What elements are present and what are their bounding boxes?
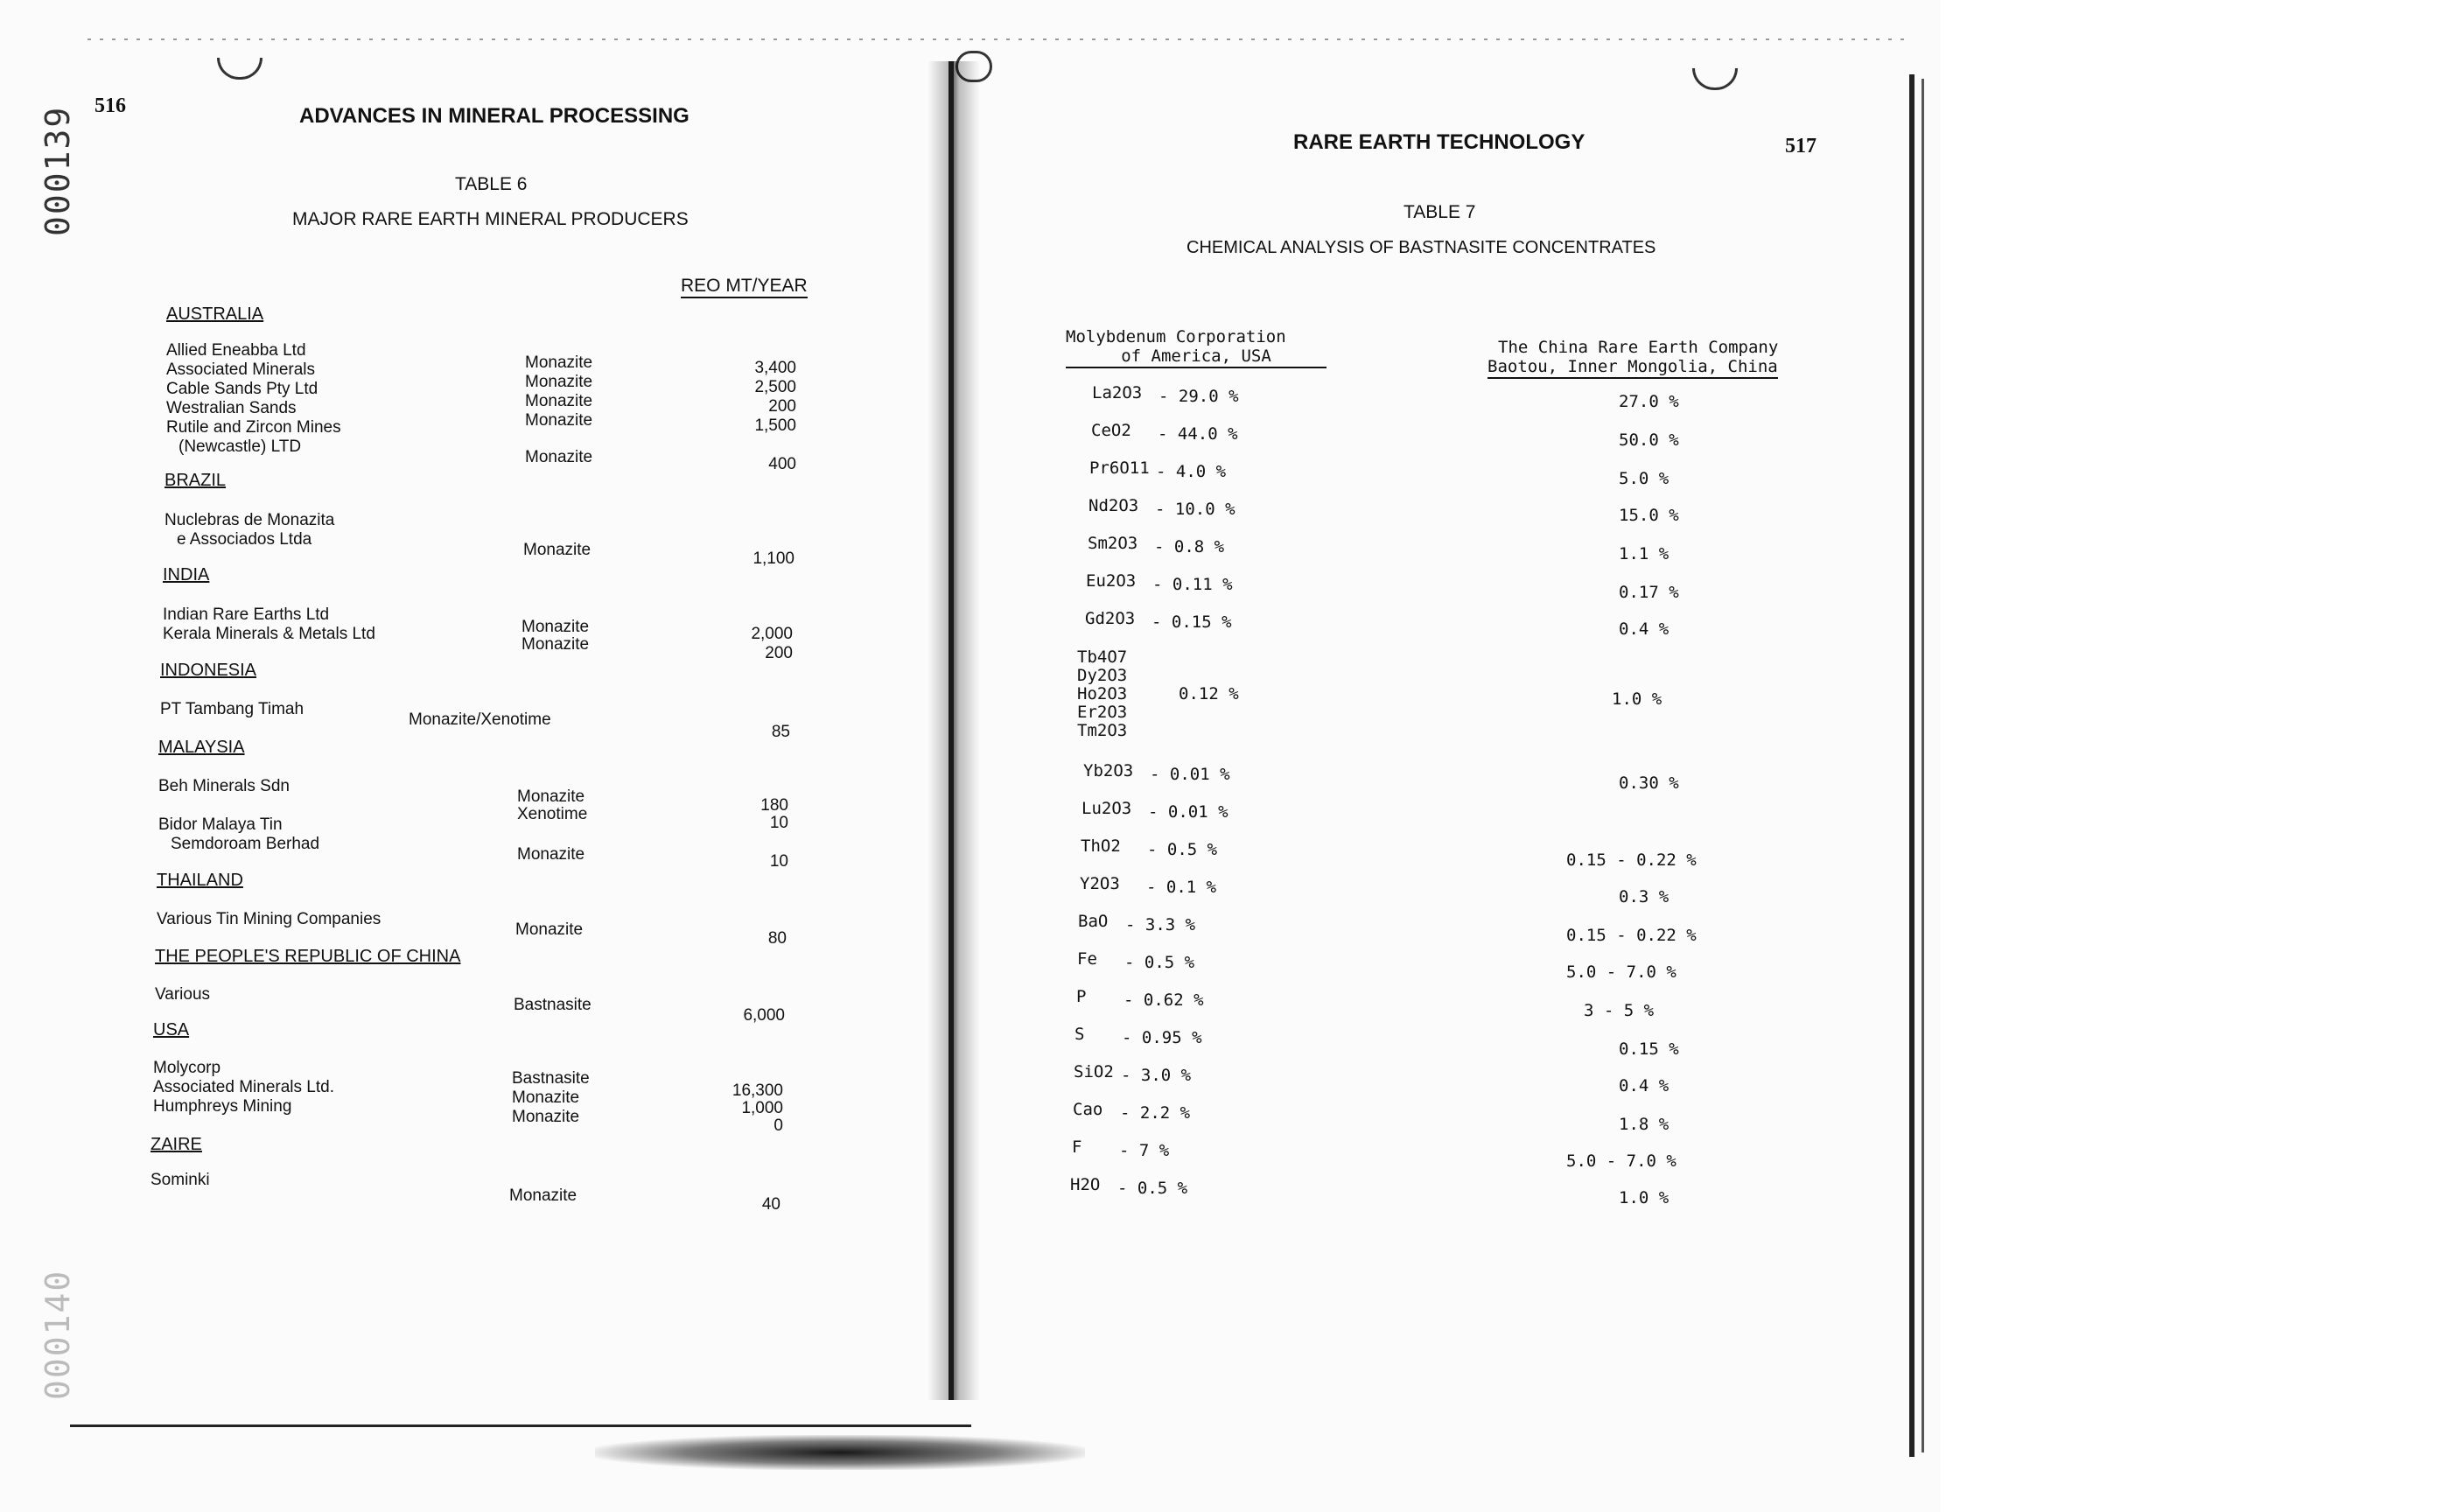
running-head-left: ADVANCES IN MINERAL PROCESSING — [299, 104, 690, 128]
country-heading: THAILAND — [157, 871, 243, 890]
producer-name: Indian Rare Earths Ltd — [163, 606, 330, 624]
china-value: 1.0 % — [1612, 690, 1662, 709]
china-value: 0.3 % — [1619, 887, 1670, 906]
page-number-left: 516 — [94, 94, 126, 117]
country-heading: AUSTRALIA — [166, 304, 264, 324]
compound-name: Fe — [1077, 949, 1097, 969]
page-number-right: 517 — [1785, 135, 1816, 158]
usa-value: - 4.0 % — [1156, 462, 1227, 481]
compound-name: Sm2O3 — [1088, 534, 1138, 553]
usa-value: 0.12 % — [1179, 684, 1239, 704]
producer-name: Sominki — [150, 1171, 210, 1189]
compound-name: ThO2 — [1081, 836, 1121, 856]
producer-name: (Newcastle) LTD — [178, 438, 302, 456]
mineral-type: Monazite — [525, 373, 593, 391]
mineral-type: Monazite — [515, 920, 584, 939]
mineral-type: Monazite — [517, 788, 585, 806]
china-value: 1.1 % — [1619, 544, 1670, 564]
reo-value: 1,000 — [741, 1099, 783, 1117]
usa-value: - 7 % — [1119, 1141, 1170, 1160]
mineral-type: Monazite — [522, 618, 590, 636]
usa-value: - 0.11 % — [1152, 575, 1233, 594]
reo-value: 10 — [769, 852, 788, 871]
country-heading: INDIA — [163, 565, 210, 584]
col2-header-line2: Baotou, Inner Mongolia, China — [1488, 357, 1778, 379]
col1-header-line1: Molybdenum Corporation — [1066, 327, 1286, 346]
producer-name: Westralian Sands — [166, 399, 297, 417]
table-6-label: TABLE 6 — [455, 174, 528, 194]
producer-name: Humphreys Mining — [153, 1097, 292, 1116]
top-edge-dots — [88, 38, 1908, 40]
china-value: 27.0 % — [1619, 392, 1679, 411]
country-heading: USA — [153, 1020, 190, 1040]
china-value: 5.0 - 7.0 % — [1566, 962, 1676, 982]
producer-name: Various — [155, 985, 211, 1004]
china-value: 3 - 5 % — [1584, 1001, 1655, 1020]
margin-stamp-bottom: 000140 — [38, 1269, 77, 1400]
mineral-type: Monazite — [525, 411, 593, 430]
usa-value: - 2.2 % — [1120, 1103, 1191, 1123]
producer-name: Kerala Minerals & Metals Ltd — [163, 625, 375, 643]
compound-name: Tb4O7 — [1077, 648, 1128, 667]
mineral-type: Monazite — [525, 354, 593, 372]
col1-header-line2: of America, USA — [1066, 346, 1326, 368]
compound-name: Ho2O3 — [1077, 684, 1128, 704]
producer-name: Associated Minerals Ltd. — [153, 1078, 334, 1096]
mineral-type: Monazite — [522, 635, 590, 654]
usa-value: - 44.0 % — [1158, 424, 1238, 444]
usa-value: - 29.0 % — [1158, 387, 1239, 406]
reo-column-header: REO MT/YEAR — [681, 276, 808, 298]
right-page-edge — [1909, 74, 1914, 1457]
usa-value: - 3.3 % — [1125, 915, 1196, 934]
china-value: 15.0 % — [1619, 506, 1679, 525]
reo-value: 16,300 — [732, 1082, 783, 1100]
compound-name: SiO2 — [1074, 1062, 1114, 1082]
mineral-type: Monazite — [512, 1108, 580, 1126]
country-heading: MALAYSIA — [158, 738, 245, 757]
usa-value: - 0.5 % — [1117, 1179, 1188, 1198]
china-value: 5.0 % — [1619, 469, 1670, 488]
usa-value: - 0.01 % — [1150, 765, 1230, 784]
china-value: 5.0 - 7.0 % — [1566, 1152, 1676, 1171]
compound-name: F — [1072, 1138, 1082, 1157]
producer-name: Beh Minerals Sdn — [158, 777, 290, 795]
china-value: 0.4 % — [1619, 1076, 1670, 1096]
reo-value: 400 — [768, 455, 796, 473]
reo-value: 2,000 — [751, 625, 793, 643]
usa-value: - 0.01 % — [1148, 802, 1228, 822]
china-value: 0.17 % — [1619, 583, 1679, 602]
compound-name: Tm2O3 — [1077, 721, 1128, 740]
book-gutter — [948, 61, 954, 1400]
reo-value: 0 — [774, 1116, 783, 1135]
gutter-shadow — [928, 61, 980, 1400]
table-7-title: CHEMICAL ANALYSIS OF BASTNASITE CONCENTRATES — [1186, 238, 1656, 257]
producer-name: Associated Minerals — [166, 360, 316, 379]
mineral-type: Monazite/Xenotime — [409, 710, 551, 729]
producer-name: Allied Eneabba Ltd — [166, 341, 306, 360]
col2-header-line1: The China Rare Earth Company — [1498, 338, 1779, 357]
reo-value: 10 — [769, 814, 788, 832]
usa-value: - 10.0 % — [1155, 500, 1236, 519]
producer-name: Rutile and Zircon Mines — [166, 418, 341, 437]
reo-value: 200 — [768, 397, 796, 416]
china-value: 50.0 % — [1619, 430, 1679, 450]
bottom-edge-line — [70, 1424, 971, 1427]
compound-name: Y2O3 — [1080, 874, 1120, 893]
running-head-right: RARE EARTH TECHNOLOGY — [1293, 130, 1586, 154]
mineral-type: Monazite — [523, 541, 592, 559]
producer-name: Cable Sands Pty Ltd — [166, 380, 318, 398]
country-heading: ZAIRE — [150, 1135, 202, 1154]
compound-name: La2O3 — [1092, 383, 1143, 402]
mineral-type: Monazite — [517, 845, 585, 864]
usa-value: - 0.15 % — [1152, 612, 1232, 632]
bottom-smudge — [595, 1435, 1085, 1470]
reo-value: 80 — [767, 929, 787, 948]
usa-value: - 0.95 % — [1122, 1028, 1202, 1047]
producer-name: Molycorp — [153, 1059, 221, 1077]
mineral-type: Monazite — [509, 1186, 578, 1205]
reo-value: 6,000 — [743, 1006, 785, 1025]
usa-value: - 3.0 % — [1121, 1066, 1192, 1085]
china-value: 0.15 - 0.22 % — [1566, 926, 1697, 945]
china-value: 0.15 - 0.22 % — [1566, 850, 1697, 870]
margin-stamp-top: 000139 — [38, 105, 77, 236]
compound-name: Pr6O11 — [1089, 458, 1150, 478]
usa-value: - 0.5 % — [1147, 840, 1218, 859]
compound-name: Gd2O3 — [1085, 609, 1136, 628]
china-value: 1.8 % — [1619, 1115, 1670, 1134]
mineral-type: Bastnasite — [514, 996, 592, 1014]
reo-value: 1,500 — [754, 416, 796, 435]
mineral-type: Bastnasite — [512, 1069, 590, 1088]
china-value: 1.0 % — [1619, 1188, 1670, 1208]
reo-value: 40 — [761, 1195, 780, 1214]
producer-name: Semdoroam Berhad — [171, 835, 320, 853]
compound-name: H2O — [1070, 1175, 1101, 1194]
compound-name: Er2O3 — [1077, 703, 1128, 722]
reo-value: 2,500 — [754, 378, 796, 396]
producer-name: Nuclebras de Monazita — [164, 511, 335, 529]
producer-name: Bidor Malaya Tin — [158, 816, 283, 834]
country-heading: THE PEOPLE'S REPUBLIC OF CHINA — [155, 947, 461, 966]
china-value: 0.15 % — [1619, 1040, 1679, 1059]
usa-value: - 0.1 % — [1146, 878, 1217, 897]
usa-value: - 0.62 % — [1124, 990, 1204, 1010]
table-7-label: TABLE 7 — [1404, 202, 1476, 222]
country-heading: INDONESIA — [160, 661, 257, 680]
producer-name: PT Tambang Timah — [160, 700, 304, 718]
compound-name: BaO — [1078, 912, 1109, 931]
mineral-type: Monazite — [512, 1088, 580, 1107]
reo-value: 1,100 — [752, 550, 794, 568]
producer-name: Various Tin Mining Companies — [157, 910, 382, 928]
mineral-type: Monazite — [525, 392, 593, 410]
compound-name: Dy2O3 — [1077, 666, 1128, 685]
usa-value: - 0.5 % — [1124, 953, 1195, 972]
table-6-title: MAJOR RARE EARTH MINERAL PRODUCERS — [292, 209, 689, 229]
reo-value: 180 — [760, 796, 788, 815]
compound-name: S — [1074, 1025, 1085, 1044]
reo-value: 85 — [771, 723, 790, 741]
compound-name: Yb2O3 — [1083, 761, 1134, 780]
compound-name: CeO2 — [1091, 421, 1131, 440]
compound-name: Nd2O3 — [1088, 496, 1139, 515]
producer-name: e Associados Ltda — [177, 530, 312, 549]
mineral-type: Monazite — [525, 448, 593, 466]
compound-name: Lu2O3 — [1082, 799, 1132, 818]
right-page-edge-inner — [1922, 79, 1924, 1452]
compound-name: Eu2O3 — [1086, 571, 1137, 591]
reo-value: 200 — [765, 644, 793, 662]
china-value: 0.4 % — [1619, 620, 1670, 639]
compound-name: P — [1076, 987, 1087, 1006]
mineral-type: Xenotime — [517, 805, 588, 823]
compound-name: Cao — [1073, 1100, 1103, 1119]
usa-value: - 0.8 % — [1154, 537, 1225, 556]
china-value: 0.30 % — [1619, 774, 1679, 793]
reo-value: 3,400 — [754, 359, 796, 377]
country-heading: BRAZIL — [164, 471, 227, 490]
